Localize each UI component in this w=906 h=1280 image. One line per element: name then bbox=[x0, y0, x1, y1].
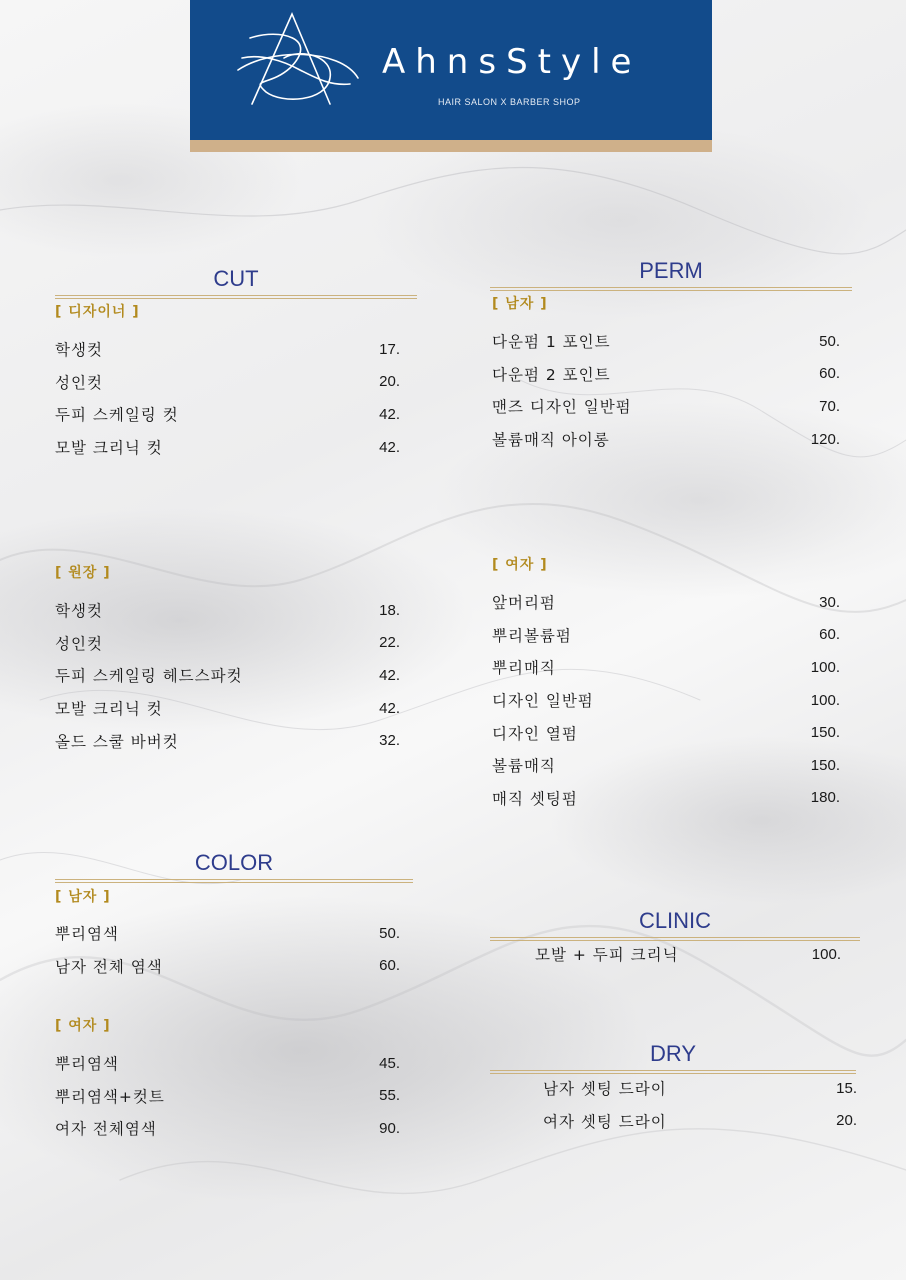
cut-title: CUT bbox=[213, 266, 259, 291]
menu-item bbox=[55, 950, 400, 983]
menu-item bbox=[55, 659, 400, 692]
item-name: 볼륨매직 아이롱 bbox=[492, 431, 610, 450]
item-price: 18. bbox=[379, 601, 400, 619]
item-price: 70. bbox=[819, 397, 840, 415]
item-price: 22. bbox=[379, 634, 400, 652]
item-name: 뿌리염색 bbox=[55, 925, 119, 944]
brand-name: AhnsStyle bbox=[382, 42, 642, 82]
dry-section bbox=[490, 1042, 856, 1074]
item-price: 42. bbox=[379, 405, 400, 423]
item-name: 맨즈 디자인 일반펌 bbox=[492, 398, 632, 417]
header-accent-strip bbox=[190, 140, 712, 152]
menu-item bbox=[492, 716, 840, 749]
item-name: 성인컷 bbox=[55, 373, 103, 392]
clinic-items bbox=[535, 938, 841, 971]
group-label-women: [ 여자 ] bbox=[55, 1018, 111, 1034]
menu-item bbox=[55, 594, 400, 627]
menu-item bbox=[492, 684, 840, 717]
item-price: 32. bbox=[379, 732, 400, 750]
menu-item bbox=[55, 917, 400, 950]
menu-item bbox=[492, 749, 840, 782]
item-price: 42. bbox=[379, 699, 400, 717]
menu-item bbox=[535, 938, 841, 971]
menu-item bbox=[55, 431, 400, 464]
color-women-group bbox=[55, 1016, 400, 1145]
perm-women-group bbox=[492, 555, 840, 814]
color-men-group bbox=[55, 887, 400, 982]
group-label-women: [ 여자 ] bbox=[492, 557, 548, 573]
color-divider bbox=[55, 879, 413, 883]
menu-item bbox=[55, 366, 400, 399]
item-price: 150. bbox=[810, 724, 840, 742]
item-name: 다운펌 1 포인트 bbox=[492, 333, 611, 352]
item-price: 20. bbox=[379, 373, 400, 391]
menu-item bbox=[492, 619, 840, 652]
group-label-designer: [ 디자이너 ] bbox=[55, 304, 140, 320]
cut-director-group bbox=[55, 563, 400, 757]
menu-item bbox=[55, 627, 400, 660]
cut-section bbox=[55, 267, 417, 299]
group-label-director: [ 원장 ] bbox=[55, 565, 111, 581]
menu-item bbox=[492, 782, 840, 815]
item-name: 볼륨매직 bbox=[492, 757, 556, 776]
menu-item bbox=[55, 1080, 400, 1113]
item-name: 다운펌 2 포인트 bbox=[492, 365, 611, 384]
item-name: 뿌리볼륨펌 bbox=[492, 626, 572, 645]
dry-items bbox=[543, 1072, 857, 1137]
item-name: 뿌리염색+컷트 bbox=[55, 1087, 165, 1106]
item-name: 학생컷 bbox=[55, 341, 103, 360]
item-name: 뿌리매직 bbox=[492, 659, 556, 678]
item-name: 올드 스쿨 바버컷 bbox=[55, 732, 179, 751]
item-price: 42. bbox=[379, 438, 400, 456]
item-name: 여자 전체염색 bbox=[55, 1120, 157, 1139]
menu-item bbox=[55, 1112, 400, 1145]
menu-item bbox=[492, 390, 840, 423]
item-name: 뿌리염색 bbox=[55, 1055, 119, 1074]
item-price: 100. bbox=[811, 945, 841, 963]
menu-item bbox=[492, 325, 840, 358]
item-name: 남자 셋팅 드라이 bbox=[543, 1080, 667, 1099]
item-price: 60. bbox=[819, 365, 840, 383]
item-name: 두피 스케일링 헤드스파컷 bbox=[55, 667, 243, 686]
item-price: 42. bbox=[379, 666, 400, 684]
item-price: 20. bbox=[836, 1112, 857, 1130]
group-label-men: [ 남자 ] bbox=[492, 296, 548, 312]
dry-title: DRY bbox=[649, 1041, 697, 1066]
menu-item bbox=[492, 651, 840, 684]
color-section bbox=[55, 851, 413, 883]
item-price: 60. bbox=[379, 957, 400, 975]
menu-item bbox=[543, 1072, 857, 1105]
menu-item bbox=[55, 724, 400, 757]
menu-item bbox=[492, 358, 840, 391]
item-name: 앞머리펌 bbox=[492, 594, 556, 613]
cut-divider bbox=[55, 295, 417, 299]
item-price: 100. bbox=[810, 658, 840, 676]
menu-item bbox=[55, 1047, 400, 1080]
item-name: 학생컷 bbox=[55, 602, 103, 621]
menu-item bbox=[55, 398, 400, 431]
item-name: 두피 스케일링 컷 bbox=[55, 406, 179, 425]
menu-item bbox=[492, 586, 840, 619]
item-price: 60. bbox=[819, 626, 840, 644]
item-name: 남자 전체 염색 bbox=[55, 957, 163, 976]
color-title: COLOR bbox=[194, 850, 274, 875]
item-name: 성인컷 bbox=[55, 634, 103, 653]
clinic-title: CLINIC bbox=[638, 908, 712, 933]
menu-item bbox=[55, 692, 400, 725]
logo-icon bbox=[230, 8, 360, 113]
item-price: 180. bbox=[810, 789, 840, 807]
item-price: 90. bbox=[379, 1119, 400, 1137]
cut-designer-group bbox=[55, 302, 400, 463]
perm-title: PERM bbox=[639, 258, 703, 283]
item-price: 45. bbox=[379, 1054, 400, 1072]
item-name: 모발 크리닉 컷 bbox=[55, 439, 163, 458]
item-name: 모발 + 두피 크리닉 bbox=[535, 946, 679, 965]
perm-section bbox=[490, 259, 852, 291]
item-price: 120. bbox=[810, 430, 840, 448]
menu-item bbox=[55, 333, 400, 366]
item-name: 여자 셋팅 드라이 bbox=[543, 1112, 667, 1131]
menu-item bbox=[492, 423, 840, 456]
item-price: 15. bbox=[836, 1079, 857, 1097]
perm-men-group bbox=[492, 294, 840, 455]
item-name: 모발 크리닉 컷 bbox=[55, 700, 163, 719]
item-price: 17. bbox=[379, 340, 400, 358]
perm-divider bbox=[490, 287, 852, 291]
item-price: 150. bbox=[810, 756, 840, 774]
item-name: 디자인 열펌 bbox=[492, 724, 578, 743]
group-label-men: [ 남자 ] bbox=[55, 889, 111, 905]
item-name: 매직 셋팅펌 bbox=[492, 789, 578, 808]
clinic-section bbox=[490, 909, 860, 941]
item-price: 100. bbox=[810, 691, 840, 709]
menu-item bbox=[543, 1105, 857, 1138]
brand-tagline: HAIR SALON X BARBER SHOP bbox=[438, 97, 581, 107]
item-name: 디자인 일반펌 bbox=[492, 692, 594, 711]
item-price: 50. bbox=[379, 924, 400, 942]
item-price: 30. bbox=[819, 593, 840, 611]
item-price: 55. bbox=[379, 1087, 400, 1105]
item-price: 50. bbox=[819, 332, 840, 350]
